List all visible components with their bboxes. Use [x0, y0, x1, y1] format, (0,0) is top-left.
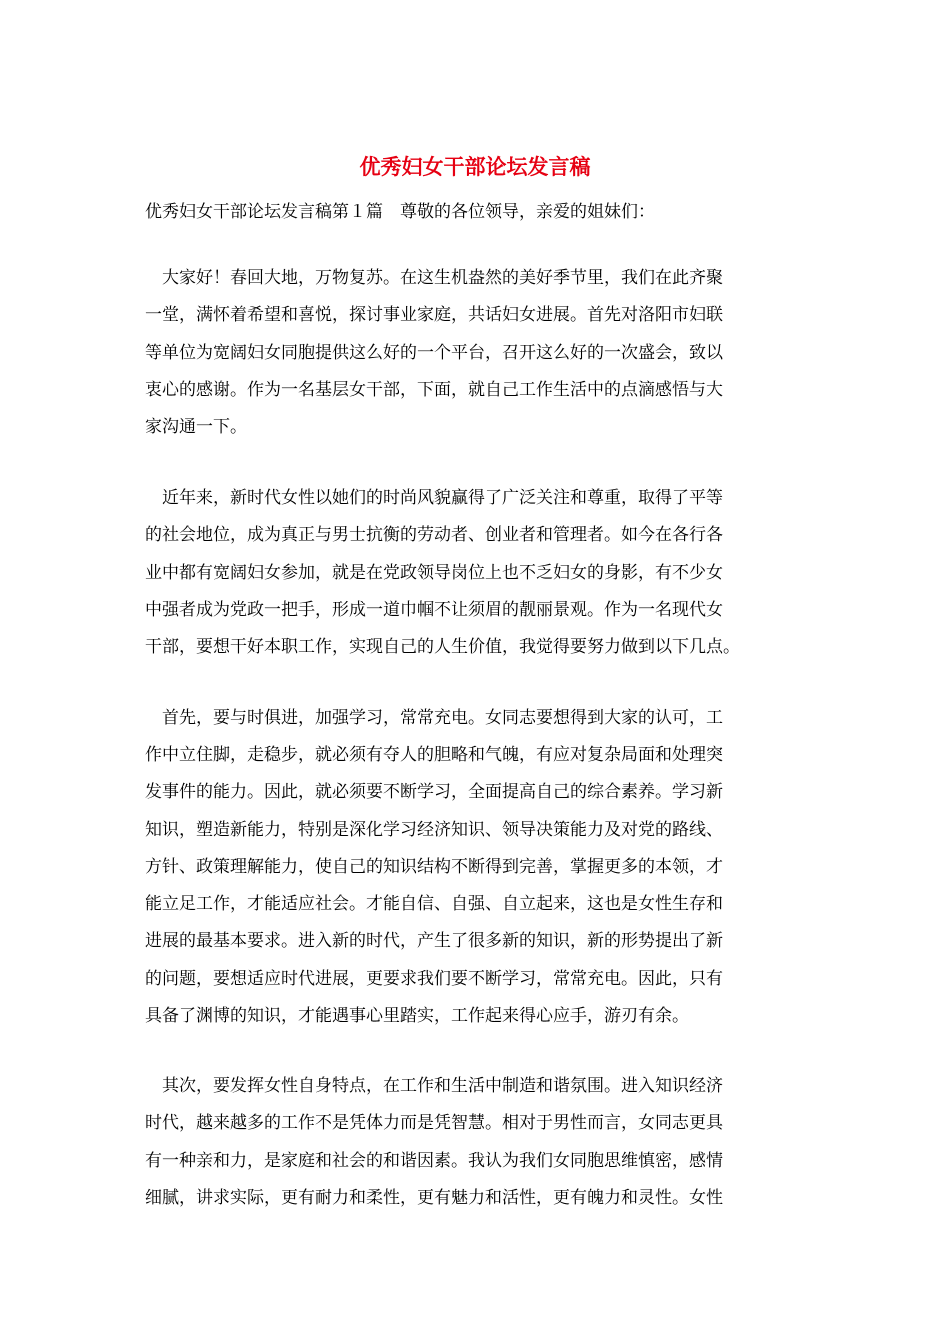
document-intro: 优秀妇女干部论坛发言稿第１篇 尊敬的各位领导，亲爱的姐妹们： — [145, 202, 655, 222]
paragraph-line: 近年来，新时代女性以她们的时尚风貌赢得了广泛关注和尊重，取得了平等 — [145, 488, 723, 508]
paragraph-line: 方针、政策理解能力，使自己的知识结构不断得到完善，掌握更多的本领，才 — [145, 857, 723, 877]
paragraph-line: 中强者成为党政一把手，形成一道巾帼不让须眉的靓丽景观。作为一名现代女 — [145, 600, 723, 620]
paragraph-line: 有一种亲和力，是家庭和社会的和谐因素。我认为我们女同胞思维慎密，感情 — [145, 1151, 723, 1171]
paragraph-line: 的社会地位，成为真正与男士抗衡的劳动者、创业者和管理者。如今在各行各 — [145, 525, 723, 545]
paragraph-line: 一堂，满怀着希望和喜悦，探讨事业家庭，共话妇女进展。首先对洛阳市妇联 — [145, 305, 723, 325]
paragraph-line: 细腻，讲求实际，更有耐力和柔性，更有魅力和活性，更有魄力和灵性。女性 — [145, 1188, 723, 1208]
paragraph-line: 业中都有宽阔妇女参加，就是在党政领导岗位上也不乏妇女的身影，有不少女 — [145, 563, 723, 583]
paragraph-line: 等单位为宽阔妇女同胞提供这么好的一个平台，召开这么好的一次盛会，致以 — [145, 343, 723, 363]
paragraph-line: 时代，越来越多的工作不是凭体力而是凭智慧。相对于男性而言，女同志更具 — [145, 1113, 723, 1133]
paragraph-line: 具备了渊博的知识，才能遇事心里踏实，工作起来得心应手，游刃有余。 — [145, 1006, 689, 1026]
paragraph-line: 进展的最基本要求。进入新的时代，产生了很多新的知识，新的形势提出了新 — [145, 931, 723, 951]
paragraph-line: 衷心的感谢。作为一名基层女干部，下面，就自己工作生活中的点滴感悟与大 — [145, 380, 723, 400]
paragraph-line: 能立足工作，才能适应社会。才能自信、自强、自立起来，这也是女性生存和 — [145, 894, 723, 914]
document-title: 优秀妇女干部论坛发言稿 — [359, 154, 591, 179]
paragraph-line: 干部，要想干好本职工作，实现自己的人生价值，我觉得要努力做到以下几点。 — [145, 637, 740, 657]
paragraph-line: 知识，塑造新能力，特别是深化学习经济知识、领导决策能力及对党的路线、 — [145, 820, 723, 840]
paragraph-line: 首先，要与时俱进，加强学习，常常充电。女同志要想得到大家的认可，工 — [145, 708, 723, 728]
paragraph-line: 家沟通一下。 — [145, 417, 247, 437]
paragraph-line: 作中立住脚，走稳步，就必须有夺人的胆略和气魄，有应对复杂局面和处理突 — [145, 745, 723, 765]
paragraph-line: 的问题，要想适应时代进展，更要求我们要不断学习，常常充电。因此，只有 — [145, 969, 723, 989]
paragraph-line: 发事件的能力。因此，就必须要不断学习，全面提高自己的综合素养。学习新 — [145, 782, 723, 802]
paragraph-line: 其次，要发挥女性自身特点，在工作和生活中制造和谐氛围。进入知识经济 — [145, 1076, 723, 1096]
paragraph-line: 大家好！春回大地，万物复苏。在这生机盎然的美好季节里，我们在此齐聚 — [145, 268, 723, 288]
